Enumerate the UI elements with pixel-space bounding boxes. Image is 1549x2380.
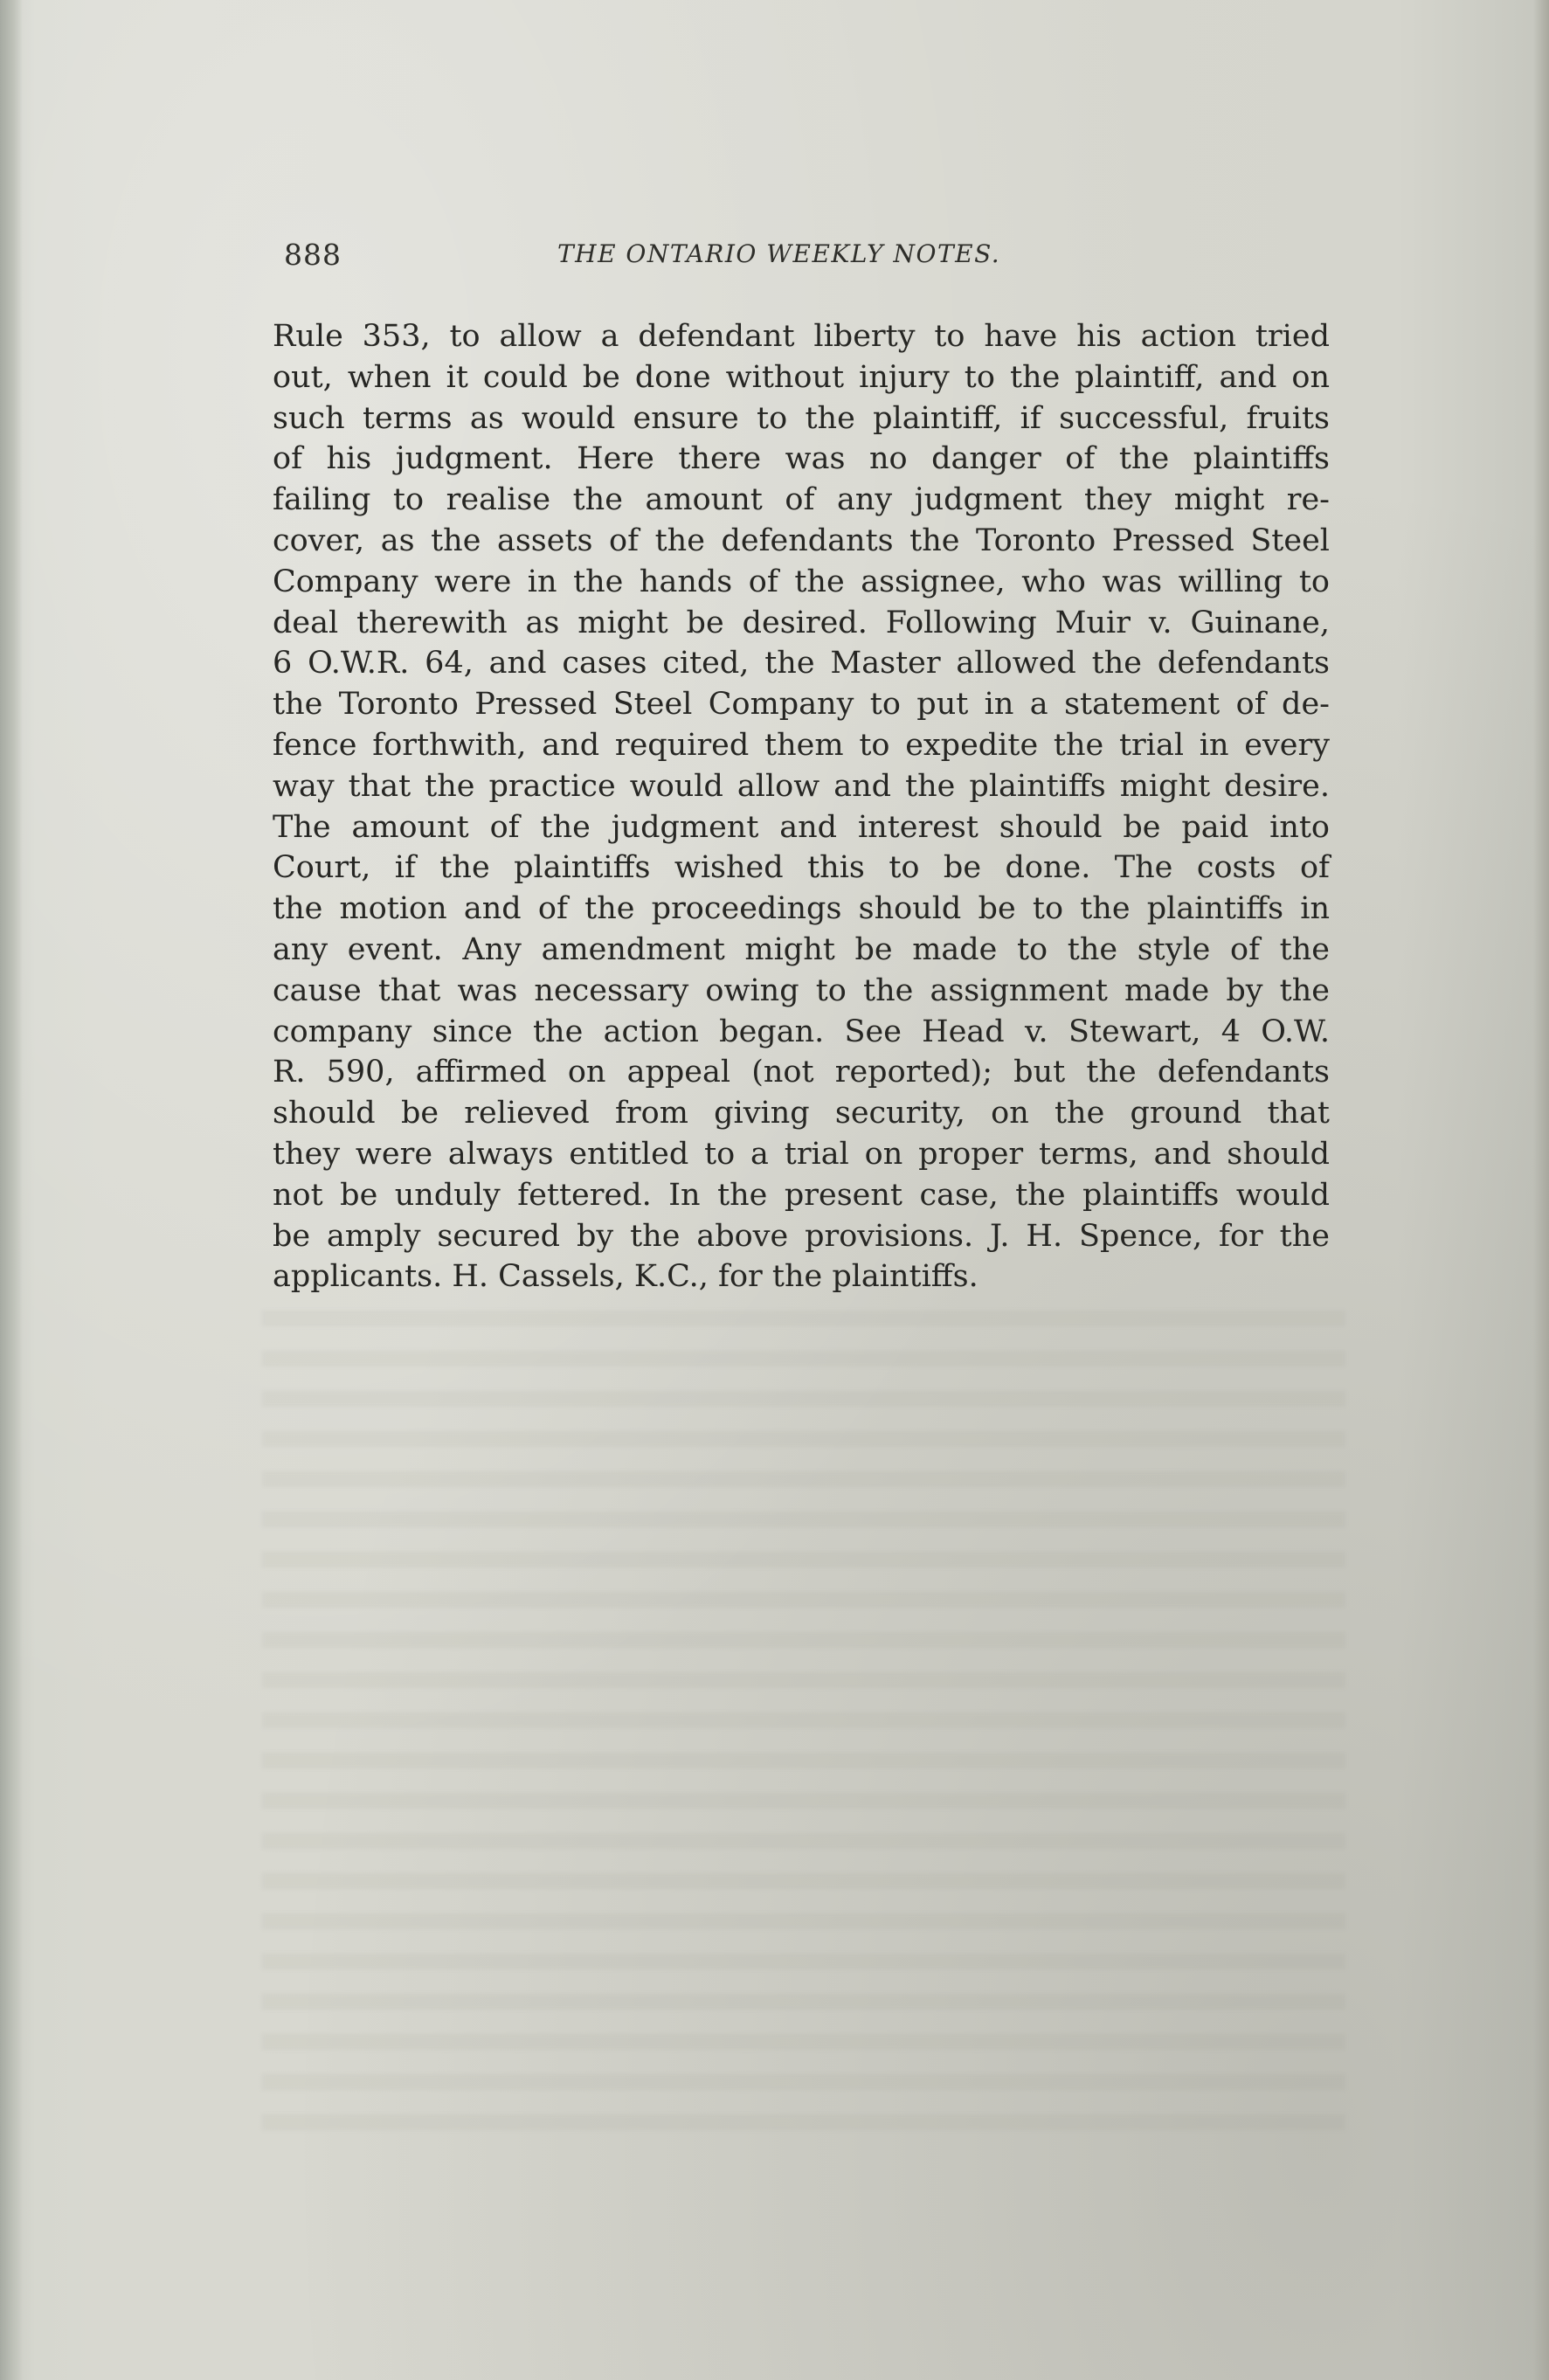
- text-line: failing to realise the amount of any judgment they might re-: [273, 482, 1330, 518]
- text-line: deal therewith as might be desired. Following Muir v. Guinane,: [273, 605, 1330, 640]
- text-line: cause that was necessary owing to the assignment made by the: [273, 972, 1330, 1008]
- show-through-text: [262, 1311, 1345, 2141]
- text-line: should be relieved from giving security, on the ground that: [273, 1096, 1330, 1131]
- page-header: [0, 238, 1549, 281]
- text-line: Company were in the hands of the assignee, who was willing to: [273, 564, 1330, 599]
- text-line: such terms as would ensure to the plaintiff, if successful, fruits: [273, 400, 1330, 436]
- text-line: of his judgment. Here there was no danger of the plaintiffs: [273, 441, 1330, 477]
- page-number: 888: [284, 238, 342, 272]
- text-line: applicants. H. Cassels, K.C., for the plaintiffs.: [273, 1259, 978, 1295]
- text-line: The amount of the judgment and interest should be paid into: [273, 809, 1330, 845]
- text-line: Court, if the plaintiffs wished this to be done. The costs of: [273, 850, 1330, 886]
- text-line: any event. Any amendment might be made to the style of the: [273, 931, 1330, 967]
- page-edge-shadow: [1533, 0, 1549, 2380]
- text-line: the motion and of the proceedings should be to the plaintiffs in: [273, 891, 1330, 927]
- text-line: out, when it could be done without injury to the plaintiff, and on: [273, 359, 1330, 395]
- text-line: cover, as the assets of the defendants the Toronto Pressed Steel: [273, 522, 1330, 558]
- page-gutter-shadow: [0, 0, 23, 2380]
- text-line: the Toronto Pressed Steel Company to put in a statement of de-: [273, 687, 1330, 723]
- text-line: way that the practice would allow and the plaintiffs might desire.: [273, 768, 1330, 804]
- text-line: Rule 353, to allow a defendant liberty to have his action tried: [273, 319, 1330, 354]
- text-line: R. 590, affirmed on appeal (not reported); but the defendants: [273, 1055, 1330, 1090]
- body-paragraph: [273, 316, 1330, 1297]
- text-line: fence forthwith, and required them to expedite the trial in every: [273, 727, 1330, 763]
- running-title: THE ONTARIO WEEKLY NOTES.: [557, 239, 1001, 268]
- text-line: company since the action began. See Head v. Stewart, 4 O.W.: [273, 1014, 1330, 1049]
- text-line: be amply secured by the above provisions. J. H. Spence, for the: [273, 1218, 1330, 1254]
- text-line: they were always entitled to a trial on proper terms, and should: [273, 1136, 1330, 1172]
- text-line: not be unduly fettered. In the present case, the plaintiffs would: [273, 1177, 1330, 1213]
- text-line: 6 O.W.R. 64, and cases cited, the Master allowed the defendants: [273, 646, 1330, 681]
